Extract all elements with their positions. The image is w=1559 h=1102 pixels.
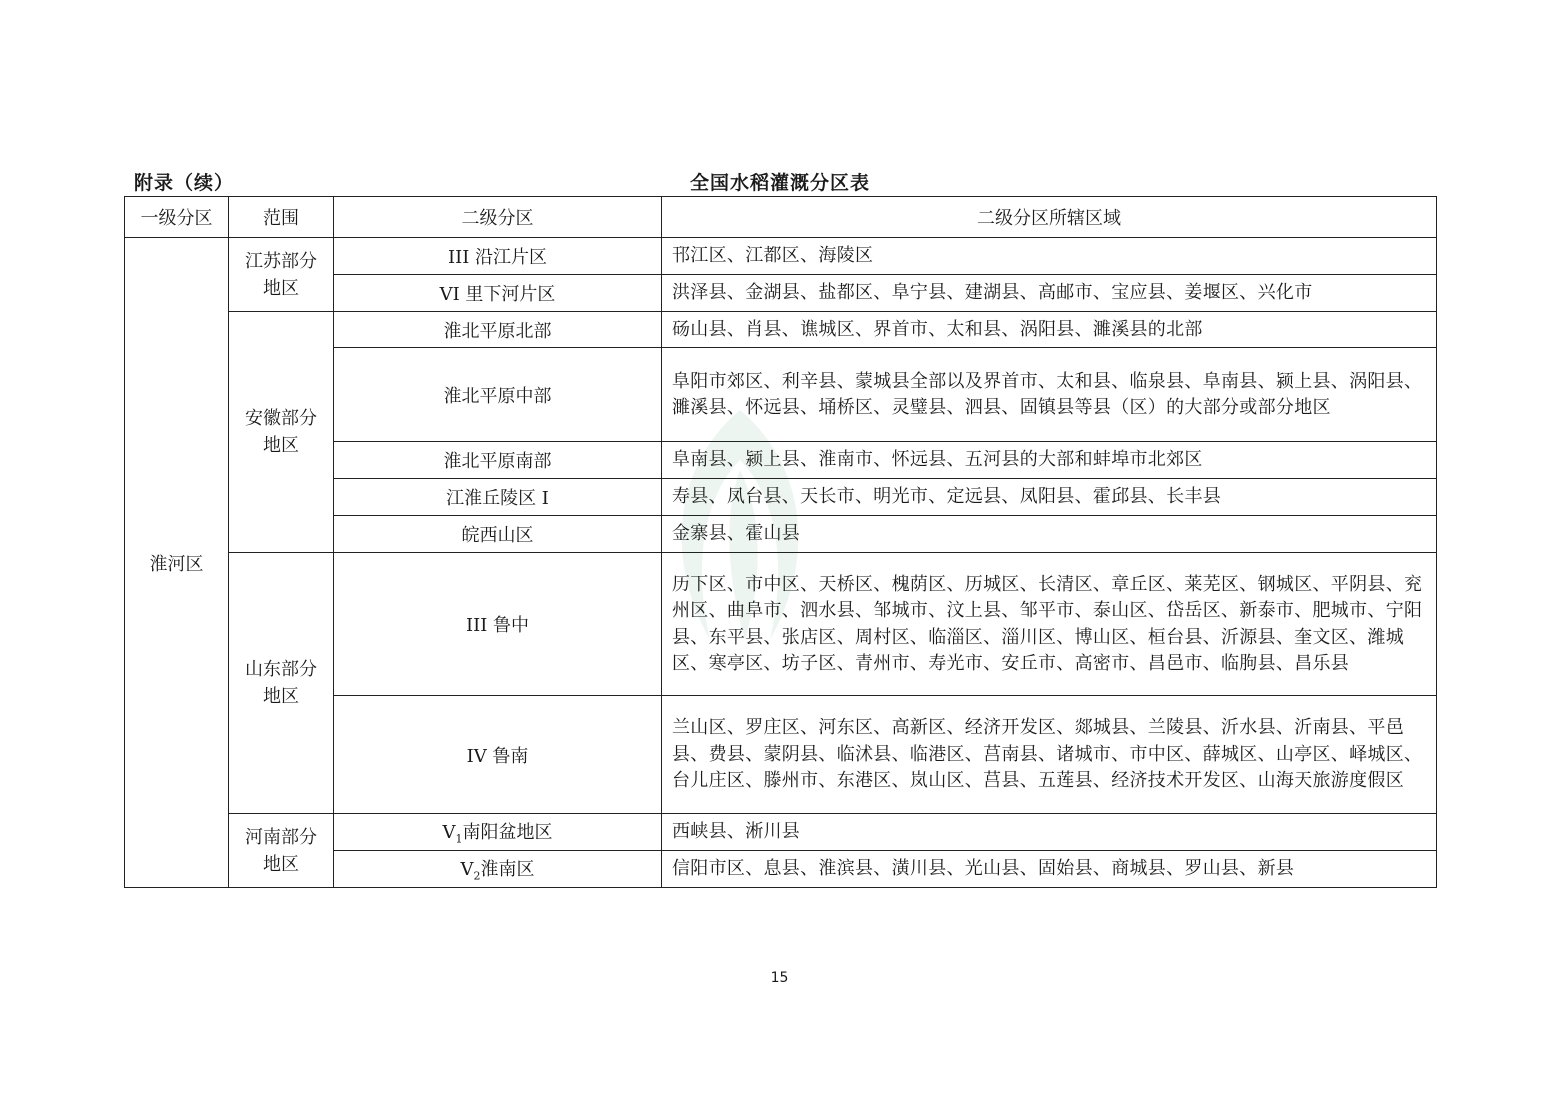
level1-zone: 淮河区	[125, 238, 229, 888]
zone-cell: III 沿江片区	[334, 238, 662, 275]
column-header: 一级分区	[125, 197, 229, 238]
zone-cell: $V_2$淮南区	[334, 851, 662, 888]
column-header: 二级分区所辖区域	[662, 197, 1437, 238]
zone-cell: III 鲁中	[334, 553, 662, 696]
table-row	[125, 553, 1437, 696]
zone-cell: 皖西山区	[334, 516, 662, 553]
appendix-label: 附录（续）	[134, 172, 235, 194]
page-number: 15	[770, 970, 789, 986]
zone-cell: 淮北平原南部	[334, 442, 662, 479]
zone-cell: $V_1$南阳盆地区	[334, 814, 662, 851]
table-row	[125, 312, 1437, 348]
zone-cell: 淮北平原中部	[334, 348, 662, 442]
area-cell: 洪泽县、金湖县、盐都区、阜宁县、建湖县、高邮市、宝应县、姜堰区、兴化市	[662, 275, 1437, 312]
table-row	[125, 238, 1437, 275]
scope-cell: 山东部分地区	[229, 553, 334, 814]
table-title: 全国水稻灌溉分区表	[689, 172, 870, 194]
zone-cell: IV 鲁南	[334, 696, 662, 814]
column-header: 二级分区	[334, 197, 662, 238]
zone-cell: 淮北平原北部	[334, 312, 662, 348]
scope-cell: 江苏部分地区	[229, 238, 334, 312]
column-header: 范围	[229, 197, 334, 238]
scope-cell: 安徽部分地区	[229, 312, 334, 553]
irrigation-zone-table	[124, 196, 1437, 888]
zone-cell: 江淮丘陵区 I	[334, 479, 662, 516]
area-cell: 历下区、市中区、天桥区、槐荫区、历城区、长清区、章丘区、莱芜区、钢城区、平阴县、兖州区、曲阜市、泗水县、邹城市、汶上县、邹平市、泰山区、岱岳区、新泰市、肥城市、宁阳县、东平县、张店区、周村区、临淄区、淄川区、博山区、桓台县、沂源县、奎文区、潍城区、寒亭区、坊子区、青州市、寿光市、安丘市、高密市、昌邑市、临朐县、昌乐县	[662, 553, 1437, 696]
area-cell: 阜阳市郊区、利辛县、蒙城县全部以及界首市、太和县、临泉县、阜南县、颍上县、涡阳县、濉溪县、怀远县、埇桥区、灵璧县、泗县、固镇县等县（区）的大部分或部分地区	[662, 348, 1437, 442]
area-cell: 寿县、凤台县、天长市、明光市、定远县、凤阳县、霍邱县、长丰县	[662, 479, 1437, 516]
area-cell: 邗江区、江都区、海陵区	[662, 238, 1437, 275]
table-header-row	[125, 197, 1437, 238]
area-cell: 金寨县、霍山县	[662, 516, 1437, 553]
scope-cell: 河南部分地区	[229, 814, 334, 888]
area-cell: 阜南县、颍上县、淮南市、怀远县、五河县的大部和蚌埠市北郊区	[662, 442, 1437, 479]
table-caption	[124, 166, 1436, 196]
area-cell: 西峡县、淅川县	[662, 814, 1437, 851]
area-cell: 砀山县、肖县、谯城区、界首市、太和县、涡阳县、濉溪县的北部	[662, 312, 1437, 348]
area-cell: 信阳市区、息县、淮滨县、潢川县、光山县、固始县、商城县、罗山县、新县	[662, 851, 1437, 888]
area-cell: 兰山区、罗庄区、河东区、高新区、经济开发区、郯城县、兰陵县、沂水县、沂南县、平邑县、费县、蒙阴县、临沭县、临港区、莒南县、诸城市、市中区、薛城区、山亭区、峄城区、台儿庄区、滕州市、东港区、岚山区、莒县、五莲县、经济技术开发区、山海天旅游度假区	[662, 696, 1437, 814]
table-row	[125, 814, 1437, 851]
zone-cell: VI 里下河片区	[334, 275, 662, 312]
